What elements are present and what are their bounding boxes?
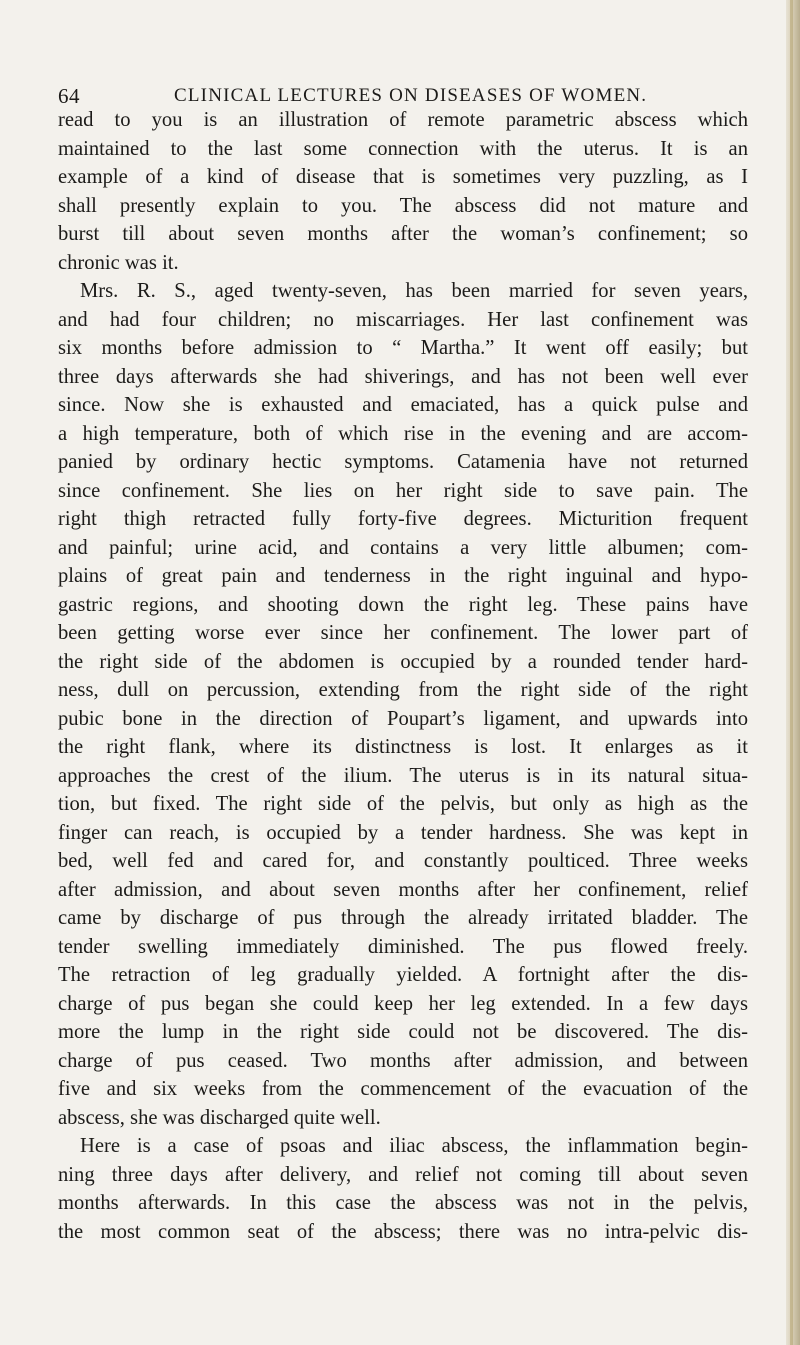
text-line: charge of pus ceased. Two months after admission, and between [58, 1049, 748, 1072]
text-line: abscess, she was discharged quite well. [58, 1106, 381, 1129]
text-line: panied by ordinary hectic symptoms. Catamenia have not returned [58, 451, 748, 473]
text-line: Mrs. R. S., aged twenty-seven, has been married for seven years, [80, 280, 748, 302]
text-line: chronic was it. [58, 251, 179, 274]
text-line: the right side of the abdomen is occupied by a rounded tender hard- [58, 650, 748, 673]
text-line: example of a kind of disease that is sometimes very puzzling, as I [58, 166, 748, 188]
page-number: 64 [58, 84, 80, 108]
text-line: and had four children; no miscarriages. Her last confinement was [58, 308, 748, 331]
text-line: read to you is an illustration of remote parametric abscess which [58, 109, 748, 131]
text-line: and painful; urine acid, and contains a very little albumen; com- [58, 536, 748, 559]
text-line: pubic bone in the direction of Poupart’s ligament, and upwards into [58, 707, 748, 730]
text-line: charge of pus began she could keep her leg extended. In a few days [58, 992, 748, 1015]
text-line: maintained to the last some connection with the uterus. It is an [58, 137, 748, 160]
text-line: Here is a case of psoas and iliac abscess, the inflammation begin- [80, 1135, 748, 1157]
text-line: tion, but fixed. The right side of the pelvis, but only as high as the [58, 793, 748, 815]
page-edge [786, 0, 800, 1345]
text-line: after admission, and about seven months after her confinement, relief [58, 878, 748, 901]
text-line: the most common seat of the abscess; there was no intra-pelvic dis- [58, 1220, 748, 1243]
text-line: plains of great pain and tenderness in the right inguinal and hypo- [58, 565, 748, 587]
text-line: three days afterwards she had shiverings, and has not been well ever [58, 365, 748, 388]
running-head: CLINICAL LECTURES ON DISEASES OF WOMEN. [174, 85, 648, 106]
text-line: approaches the crest of the ilium. The uterus is in its natural situa- [58, 764, 748, 787]
text-line: shall presently explain to you. The abscess did not mature and [58, 194, 748, 217]
text-line: six months before admission to “ Martha.” It went off easily; but [58, 337, 748, 359]
text-line: bed, well fed and cared for, and constantly poulticed. Three weeks [58, 850, 748, 872]
text-line: ness, dull on percussion, extending from the right side of the right [58, 679, 748, 701]
text-line: gastric regions, and shooting down the right leg. These pains have [58, 593, 748, 616]
text-line: since. Now she is exhausted and emaciated, has a quick pulse and [58, 394, 748, 416]
text-line: the right flank, where its distinctness is lost. It enlarges as it [58, 736, 748, 758]
text-line: came by discharge of pus through the already irritated bladder. The [58, 907, 748, 929]
text-line: right thigh retracted fully forty-five degrees. Micturition frequent [58, 508, 748, 530]
text-line: tender swelling immediately diminished. The pus flowed freely. [58, 935, 748, 958]
text-line: since confinement. She lies on her right side to save pain. The [58, 479, 748, 502]
text-line: been getting worse ever since her confinement. The lower part of [58, 622, 748, 644]
text-line: five and six weeks from the commencement of the evacuation of the [58, 1078, 748, 1100]
text-line: more the lump in the right side could not be discovered. The dis- [58, 1021, 748, 1043]
text-line: The retraction of leg gradually yielded. A fortnight after the dis- [58, 964, 748, 986]
text-line: ning three days after delivery, and relief not coming till about seven [58, 1163, 748, 1186]
body-text [58, 106, 748, 1246]
text-line: months afterwards. In this case the abscess was not in the pelvis, [58, 1192, 748, 1214]
text-line: a high temperature, both of which rise in the evening and are accom- [58, 422, 748, 445]
text-line: finger can reach, is occupied by a tender hardness. She was kept in [58, 821, 748, 844]
text-line: burst till about seven months after the woman’s confinement; so [58, 223, 748, 245]
